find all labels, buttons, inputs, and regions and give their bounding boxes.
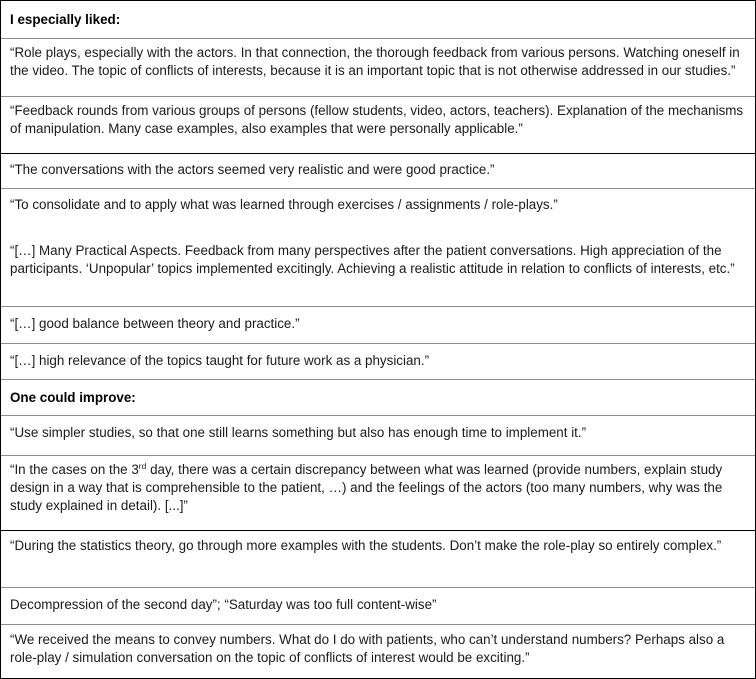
table-row [1,455,755,530]
heading-text: I especially liked: [10,12,121,27]
quote-text: “Feedback rounds from various groups of persons (fellow students, video, actors, teachers). Explanation of the mechanisms of manipulation. Many case examples, also examples that were personally applicable.” [10,103,744,136]
table-row [1,624,755,678]
table-row [1,38,755,96]
table-row [1,343,755,379]
table-row [1,188,755,216]
quote-text: “[…] good balance between theory and practice.” [10,316,300,331]
quote-text-after: day, there was a certain discrepancy between what was learned (provide numbers, explain study design in a way that is comprehensible to the patient, …) and the feelings of the actors (too many numbers, why was the study explained in detail). [...]” [10,462,723,513]
quote-text: “The conversations with the actors seemed very realistic and were good practice.” [10,162,495,177]
quote-text [10,461,746,515]
table-row [1,153,755,188]
quote-text: “To consolidate and to apply what was learned through exercises / assignments / role-plays.” [10,197,558,212]
table-row [1,96,755,153]
quote-text: “[…] Many Practical Aspects. Feedback from many perspectives after the patient conversations. High appreciation of the participants. ‘Unpopular’ topics implemented excitingly. Achieving a realistic attitude in relation to conflicts of interests, etc.” [10,243,735,276]
quote-text: “We received the means to convey numbers. What do I do with patients, who can’t understand numbers? Perhaps also a role-play / simulation conversation on the topic of conflicts of interest would be exciting.” [10,632,725,665]
quote-text: “Use simpler studies, so that one still learns something but also has enough time to implement it.” [10,425,587,440]
heading-text: One could improve: [10,390,136,405]
quote-text-before: “In the cases on the 3 [10,462,139,477]
section-heading-liked [1,1,755,38]
quote-text: “During the statistics theory, go through more examples with the students. Don’t make the role-play so entirely complex.” [10,538,722,553]
section-heading-improve [1,379,755,415]
table-row [1,216,755,306]
quote-text: Decompression of the second day”; “Saturday was too full content-wise” [10,597,437,612]
quote-text: “[…] high relevance of the topics taught for future work as a physician.” [10,353,430,368]
table-row [1,587,755,624]
ordinal-suffix: rd [138,461,147,471]
table-row [1,415,755,455]
table-row [1,306,755,343]
table-row [1,530,755,587]
quote-text: “Role plays, especially with the actors. In that connection, the thorough feedback from various persons. Watching oneself in the video. The topic of conflicts of interests, because it is an important topic that is not otherwise addressed in our studies.” [10,45,740,78]
